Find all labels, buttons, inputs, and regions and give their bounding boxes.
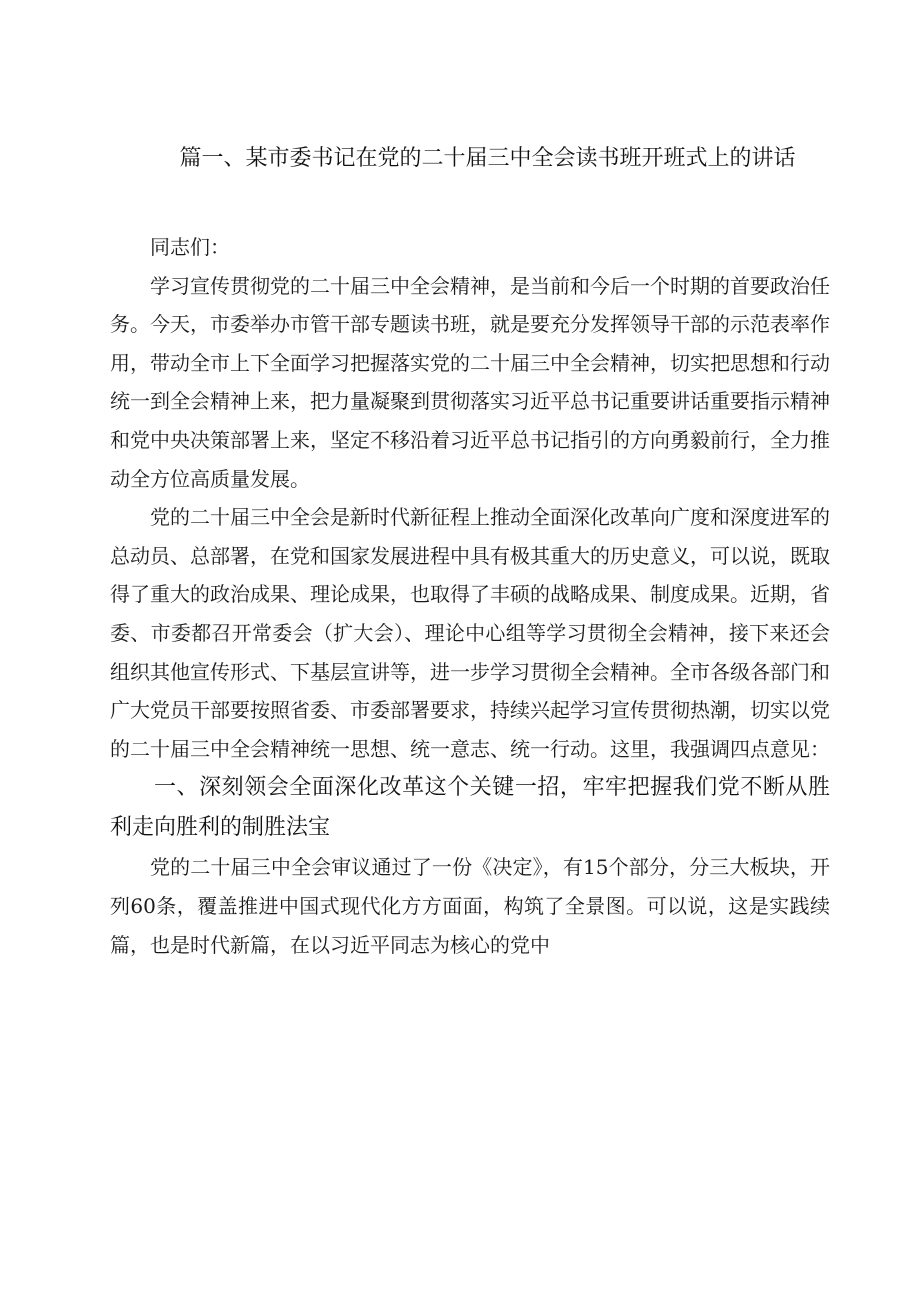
document-title: 篇一、某市委书记在党的二十届三中全会读书班开班式上的讲话 [179, 146, 796, 171]
section-1-heading: 一、深刻领会全面深化改革这个关键一招，牢牢把握我们党不断从胜利走向胜利的制胜法宝 [110, 775, 830, 841]
paragraph-1: 学习宣传贯彻党的二十届三中全会精神，是当前和今后一个时期的首要政治任务。今天，市委举办市管干部专题读书班，就是要充分发挥领导干部的示范表率作用，带动全市上下全面学习把握落实党的二十届三中全会精神，切实把思想和行动统一到全会精神上来，把力量凝聚到贯彻落实习近平总书记重要讲话重要指示精神和党中央决策部署上来，坚定不移沿着习近平总书记指引的方向勇毅前行，全力推动全方位高质量发展。 [110, 273, 830, 491]
document-body [110, 228, 830, 964]
paragraph-2: 党的二十届三中全会是新时代新征程上推动全面深化改革向广度和深度进军的总动员、总部署，在党和国家发展进程中具有极其重大的历史意义，可以说，既取得了重大的政治成果、理论成果，也取得了丰硕的战略成果、制度成果。近期，省委、市委都召开常委会（扩大会）、理论中心组等学习贯彻全会精神，接下来还会组织其他宣传形式、下基层宣讲等，进一步学习贯彻全会精神。全市各级各部门和广大党员干部要按照省委、市委部署要求，持续兴起学习宣传贯彻热潮，切实以党的二十届三中全会精神统一思想、统一意志、统一行动。这里，我强调四点意见： [110, 505, 830, 761]
section-1-paragraph: 党的二十届三中全会审议通过了一份《决定》，有15个部分，分三大板块，开列60条，覆盖推进中国式现代化方方面面，构筑了全景图。可以说，这是实践续篇，也是时代新篇，在以习近平同志为核心的党中 [110, 855, 830, 957]
salutation: 同志们： [150, 235, 230, 259]
